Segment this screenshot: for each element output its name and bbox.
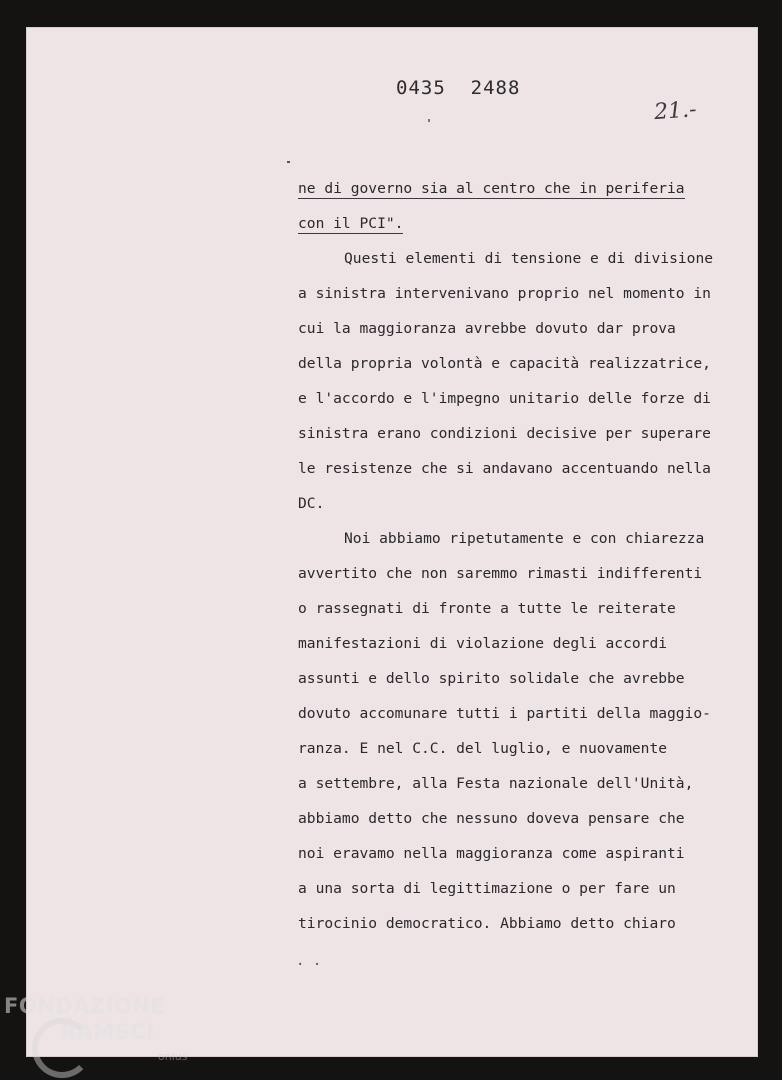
text-line: dovuto accomunare tutti i partiti della maggio- bbox=[298, 705, 711, 722]
text-line: assunti e dello spirito solidale che avrebbe bbox=[298, 670, 685, 687]
text-line: tirocinio democratico. Abbiamo detto chiaro bbox=[298, 915, 676, 932]
text-line: avvertito che non saremmo rimasti indifferenti bbox=[298, 565, 703, 582]
text-line: cui la maggioranza avrebbe dovuto dar prova bbox=[298, 320, 676, 337]
watermark-line2: RAMSCI bbox=[60, 1020, 155, 1044]
handwritten-page-number: 21.- bbox=[653, 97, 698, 126]
document-page bbox=[26, 27, 758, 1057]
text-line: Noi abbiamo ripetutamente e con chiarezza bbox=[344, 530, 705, 547]
footer-marks: . . bbox=[296, 953, 322, 969]
text-line: le resistenze che si andavano accentuando nella bbox=[298, 460, 711, 477]
text-line: ranza. E nel C.C. del luglio, e nuovamente bbox=[298, 740, 668, 757]
typewriter-mark bbox=[287, 161, 290, 163]
text-line: ne di governo sia al centro che in periferia bbox=[298, 180, 685, 197]
text-line: con il PCI". bbox=[298, 215, 404, 232]
text-line: noi eravamo nella maggioranza come aspiranti bbox=[298, 845, 685, 862]
text-line: a sinistra intervenivano proprio nel momento in bbox=[298, 285, 711, 302]
text-line: o rassegnati di fronte a tutte le reiterate bbox=[298, 600, 676, 617]
text-line: abbiamo detto che nessuno doveva pensare che bbox=[298, 810, 685, 827]
fondazione-gramsci-watermark bbox=[0, 990, 200, 1080]
watermark-line1: FONDAZIONE bbox=[4, 994, 166, 1018]
typewriter-mark bbox=[428, 119, 430, 122]
text-line: a una sorta di legittimazione o per fare un bbox=[298, 880, 676, 897]
typed-text-body bbox=[298, 175, 738, 945]
text-line: sinistra erano condizioni decisive per superare bbox=[298, 425, 711, 442]
text-line: manifestazioni di violazione degli accordi bbox=[298, 635, 668, 652]
text-line: e l'accordo e l'impegno unitario delle forze di bbox=[298, 390, 711, 407]
text-line: DC. bbox=[298, 495, 325, 512]
text-line: Questi elementi di tensione e di divisione bbox=[344, 250, 714, 267]
text-line: della propria volontà e capacità realizzatrice, bbox=[298, 355, 711, 372]
text-line: a settembre, alla Festa nazionale dell'Unità, bbox=[298, 775, 694, 792]
watermark-line3: onlus bbox=[158, 1050, 188, 1063]
document-number: 0435 2488 bbox=[396, 77, 521, 99]
